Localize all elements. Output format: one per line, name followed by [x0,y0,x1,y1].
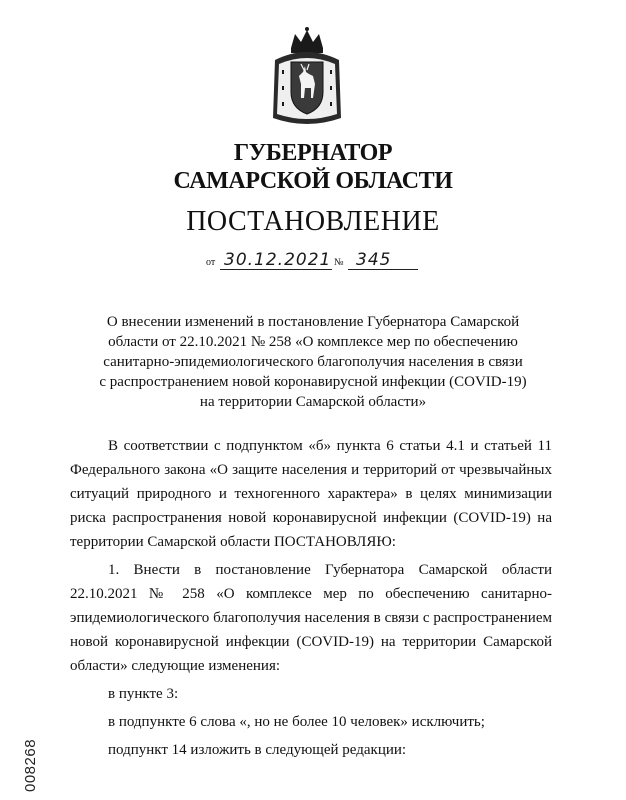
item-line: в пункте 3: [108,686,179,702]
item-line: 1. Внести в постановление Губернатора Самарской области [108,562,552,578]
preamble-line: риска распространения новой коронавирусной инфекции (COVID-19) на [70,510,552,526]
subject-line: с распространением новой коронавирусной инфекции (COVID-19) [99,374,527,390]
coat-of-arms-emblem [269,26,345,130]
governor-heading: ГУБЕРНАТОР [233,140,393,166]
subject-line: на территории Самарской области» [199,394,427,410]
item-line: новой коронавирусной инфекции (COVID-19) на территории Самарской [70,634,552,650]
item-line: подпункт 14 изложить в следующей редакции: [108,742,407,758]
side-serial-number: 008268 [22,738,39,792]
subject-line: области от 22.10.2021 № 258 «О комплексе мер по обеспечению [108,334,518,350]
item-line: эпидемиологического благополучия населения в связи с распространением [70,610,552,626]
item-line: в подпункте 6 слова «, но не более 10 человек» исключить; [108,714,485,730]
preamble-line: ситуаций природного и техногенного характера» в целях минимизации [70,486,552,502]
document-type-heading: ПОСТАНОВЛЕНИЕ [186,206,440,237]
date-from-label: от [206,257,216,268]
preamble-line: территории Самарской области ПОСТАНОВЛЯЮ: [70,534,396,550]
item-line: области» следующие изменения: [70,658,281,674]
date-number-line [206,246,446,274]
subject-line: О внесении изменений в постановление Губернатора Самарской [106,314,520,330]
region-heading: САМАРСКОЙ ОБЛАСТИ [173,168,453,194]
handwritten-date: 30.12.2021 [224,250,332,270]
item-1-paragraph [70,558,552,762]
preamble-line: Федерального закона «О защите населения и территорий от чрезвычайных [70,462,552,478]
handwritten-number: 345 [356,250,392,270]
preamble-paragraph [70,434,552,554]
number-label: № [334,257,344,268]
preamble-line: В соответствии с подпунктом «б» пункта 6 статьи 4.1 и статьей 11 [108,438,552,454]
document-subject [90,312,536,412]
subject-line: санитарно-эпидемиологического благополучия населения в связи [103,354,523,370]
item-line: 22.10.2021 № 258 «О комплексе мер по обеспечению санитарно- [70,586,552,602]
